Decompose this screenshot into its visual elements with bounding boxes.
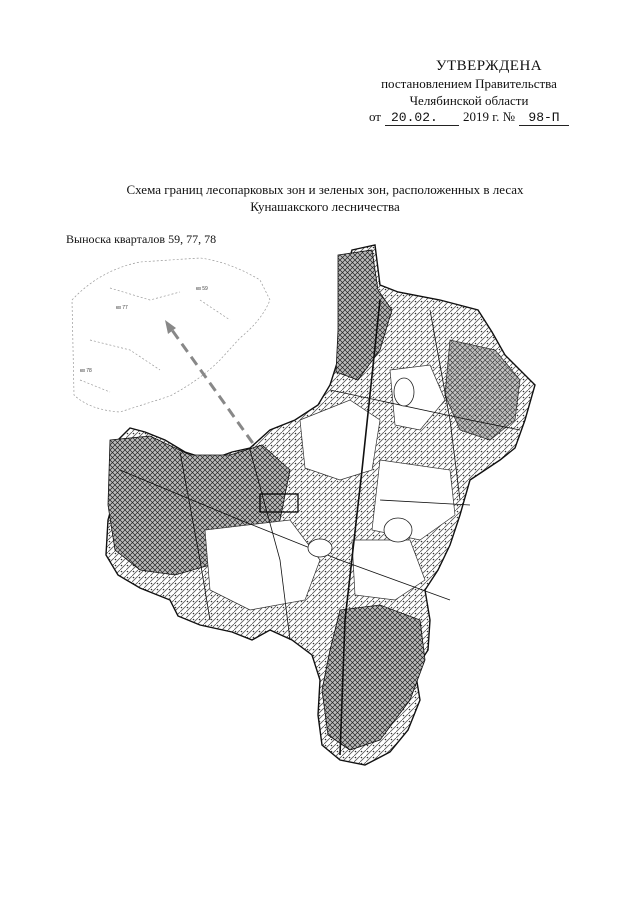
callout-inset [72, 258, 270, 412]
callout-arrow [165, 320, 262, 456]
quarter-59-label: кв 59 [196, 286, 208, 292]
approval-date: 20.02. [385, 110, 459, 126]
approval-number: 98-П [519, 110, 569, 126]
quarter-77-label: кв 77 [116, 305, 128, 311]
approval-decree-line: постановлением Правительства [381, 76, 557, 91]
approval-title: УТВЕРЖДЕНА [435, 58, 543, 74]
approval-region-line: Челябинской области [409, 93, 529, 108]
quarter-78-label: кв 78 [80, 368, 92, 374]
heading-line-1: Схема границ лесопарковых зон и зеленых зон, расположенных в лесах [126, 182, 524, 197]
heading-line-2: Кунашакского лесничества [250, 199, 400, 214]
callout-caption: Выноска кварталов 59, 77, 78 [66, 232, 217, 246]
forestry-territory [106, 245, 535, 765]
date-prefix: от [368, 109, 381, 124]
approval-year: 2019 г. № [462, 109, 516, 124]
